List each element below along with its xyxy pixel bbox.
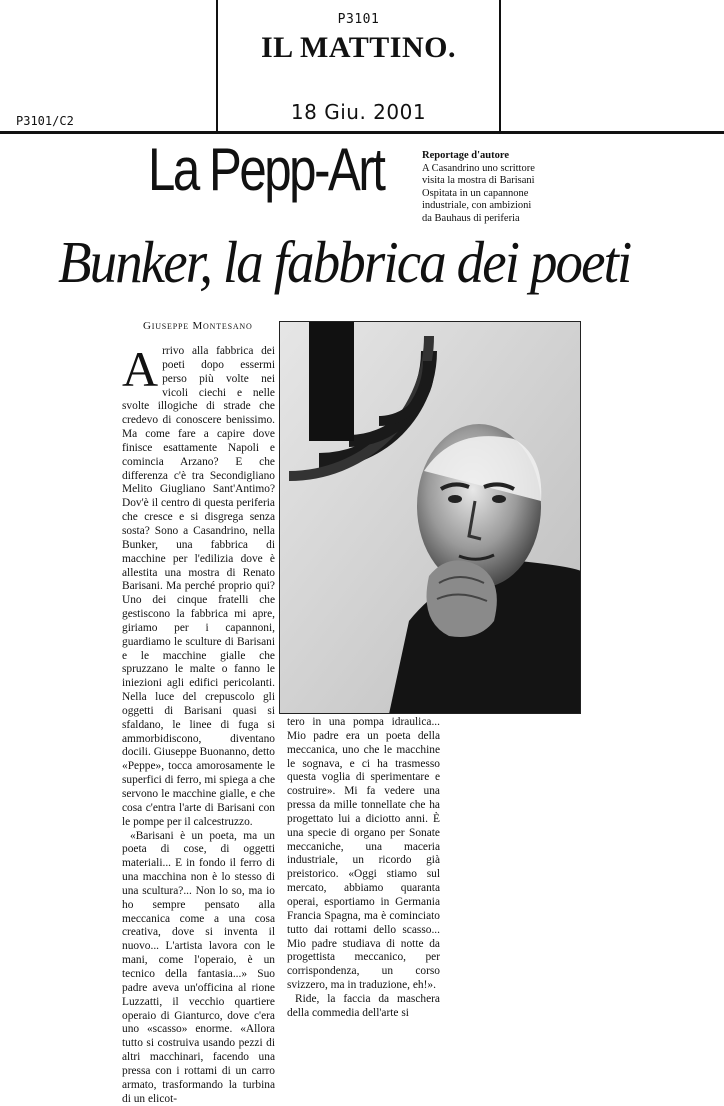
newspaper-masthead: IL MATTINO.	[261, 31, 456, 64]
paragraph-3: tero in una pompa idraulica... Mio padre era un poeta della meccanica, uno che le macchine le sognava, e ci ha trasmesso questa voglia di sperimentare e costruire». Mi fa vedere una pressa da mille tonnellate che ha progettato lui a diciotto anni. È una specie di organo per Sonate meccaniche, una maceria industriale, un ricordo già preistorico. «Oggi stiamo sul mercato, abbiamo quaranta operai, esportiamo in Germania Francia Spagna, ma è cominciato tutto dai rottami dello scasso... Mio padre studiava di notte da progettista meccanico, per corrispondenza, un corso svizzero, ma in traduzione, eh!».	[287, 716, 440, 992]
archive-code: P3101	[337, 12, 380, 27]
artist-portrait-photo	[279, 321, 581, 714]
article-headline: Bunker, la fabbrica dei poeti	[58, 229, 631, 295]
section-kicker: La Pepp-Art	[148, 136, 384, 203]
article-column-right	[287, 716, 440, 1021]
drop-cap: A	[122, 341, 159, 397]
paragraph-1-text: rrivo alla fabbrica dei poeti dopo essermi perso più volte nei vicoli ciechi e nelle svolte illogiche di strade che credevo di conoscere benissimo. Ma come fare a capire dove finisce esattamente Napoli e comincia Arzano? E che differenza c'è tra Secondigliano Melito Giugliano Sant'Antimo? Dov'è il centro di questa periferia che cresce e si disgrega senza sosta? Sono a Casandrino, nella Bunker, una fabbrica di macchine per l'edilizia dove è allestita una mostra di Renato Barisani. Ma perché proprio qui? Uno dei cinque fratelli che gestiscono la fabbrica mi apre, giriamo per i capannoni, guardiamo le sculture di Barisani e le macchine gialle che spruzzano le malte o fanno le iniezioni agli edifici pericolanti. Nella luce del crepuscolo gli oggetti di Barisani quasi si sfaldano, le linee di fuga si ammorbidiscono, diventano docili. Giuseppe Buonanno, detto «Peppe», tocca amorosamente le superfici di ferro, mi spiega a che servono le macchine gialle, e che cosa c'entra l'arte di Barisani con le pompe per il calcestruzzo.	[122, 345, 275, 828]
reportage-text: A Casandrino uno scrittore visita la mostra di Barisani Ospitata in un capannone industriale, con ambizioni da Bauhaus di periferia	[422, 162, 535, 224]
publication-date: 18 Giu. 2001	[290, 100, 427, 124]
paragraph-1	[122, 341, 275, 830]
paragraph-4: Ride, la faccia da maschera della commedia dell'arte si	[287, 992, 440, 1019]
reportage-summary	[422, 150, 542, 225]
header-divider-right	[499, 0, 501, 131]
header-rule	[0, 131, 724, 134]
archive-code-page: P3101/C2	[16, 114, 74, 128]
article-column-left	[122, 341, 275, 1106]
author-byline: Giuseppe Montesano	[143, 320, 253, 332]
paragraph-2: «Barisani è un poeta, ma un poeta di cose, di oggetti materiali... E in fondo il ferro di una macchina non è lo stesso di una scultura?... Non lo so, ma io ho sempre pensato alla meccanica come a una cosa creativa, dove si inventa il nuovo... L'artista lavora con le mani, come l'operaio, è un tecnico della fantasia...» Suo padre aveva un'officina al rione Luzzatti, il vecchio quartiere operaio di Gianturco, dove c'era uno «scasso» enorme. «Allora tutto si costruiva usando pezzi di altri macchinari, facendo una pressa con i rottami di un carro armato, trasformando la turbina di un elicot-	[122, 829, 275, 1105]
reportage-title: Reportage d'autore	[422, 150, 509, 161]
